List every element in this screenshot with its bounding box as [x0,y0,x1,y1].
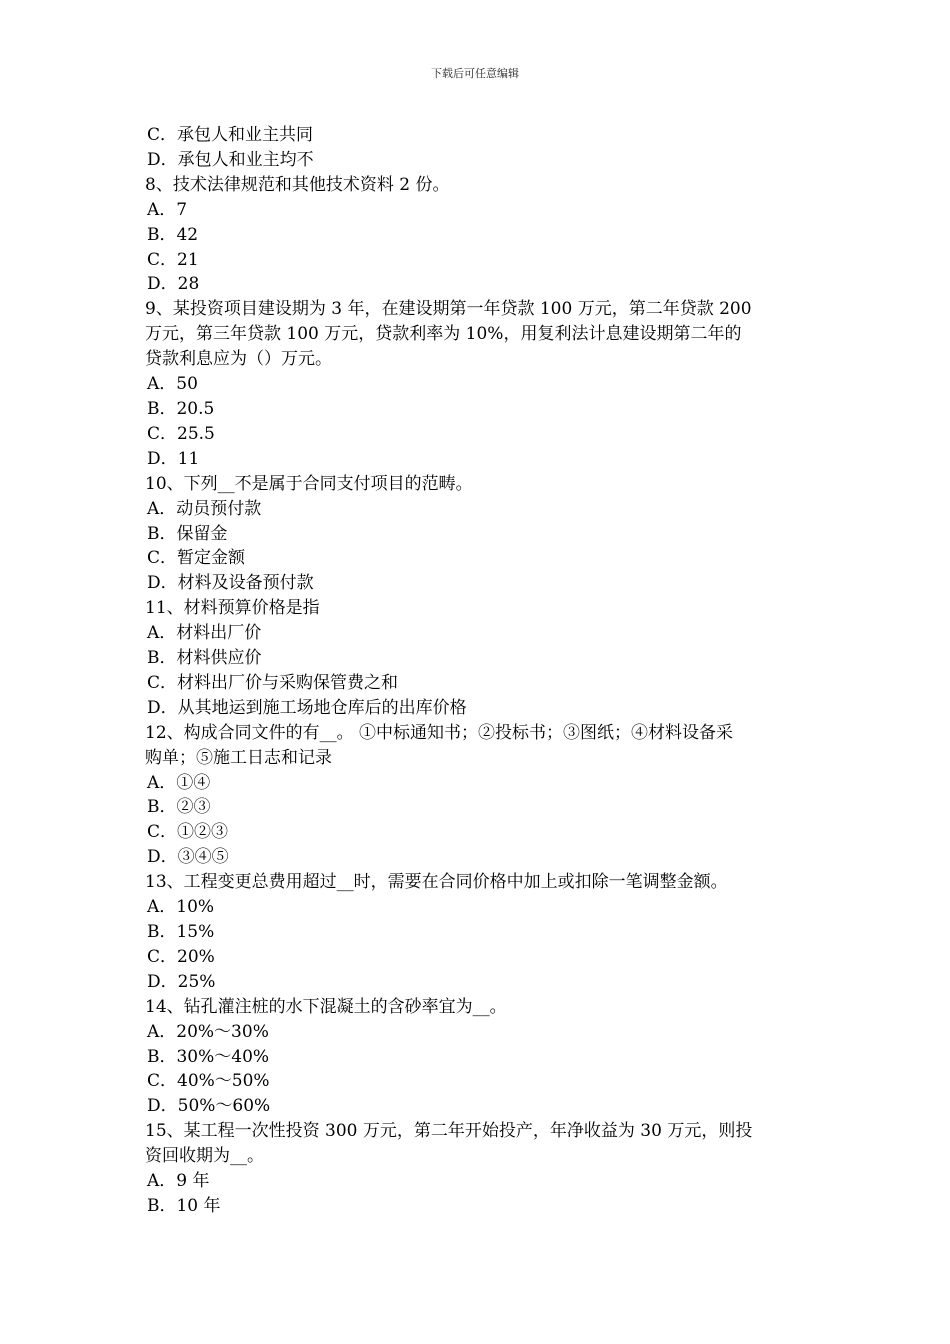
answer-option: A．9 年 [147,1171,210,1192]
question-text-line: 资回收期为__。 [145,1146,264,1167]
answer-option: B．保留金 [147,523,228,544]
question-text-line: 购单；⑤施工日志和记录 [145,747,332,768]
answer-option: B．15% [147,922,215,942]
document-body [145,123,815,1219]
question-text-line: 9、某投资项目建设期为 3 年，在建设期第一年贷款 100 万元，第二年贷款 200 [145,299,752,320]
answer-option: C．暂定金额 [147,548,246,569]
page-header: 下载后可任意编辑 [431,67,519,80]
answer-option: A．材料出厂价 [147,623,262,644]
answer-option: B．20.5 [147,398,215,419]
question-text-line: 8、技术法律规范和其他技术资料 2 份。 [145,174,450,195]
question-text-line: 13、工程变更总费用超过__时，需要在合同价格中加上或扣除一笔调整金额。 [145,872,728,893]
question-text-line: 15、某工程一次性投资 300 万元，第二年开始投产，年净收益为 30 万元，则投 [145,1121,753,1142]
answer-option: B．30%～40% [147,1046,270,1067]
answer-option: B．材料供应价 [147,648,262,669]
answer-option: B．42 [147,224,199,245]
answer-option: A．7 [147,199,188,220]
answer-option: D．③④⑤ [147,847,229,868]
answer-option: C．40%～50% [147,1071,270,1092]
answer-option: A．①④ [147,772,211,793]
answer-option: B．10 年 [147,1195,221,1216]
answer-option: A．50 [147,374,198,395]
answer-option: D．从其地运到施工场地仓库后的出库价格 [147,697,467,718]
answer-option: B．②③ [147,797,211,818]
question-text-line: 14、钻孔灌注桩的水下混凝土的含砂率宜为__。 [145,996,507,1017]
answer-option: D．材料及设备预付款 [147,573,314,594]
answer-option: D．28 [147,274,200,295]
answer-option: C．21 [147,249,199,270]
answer-option: A．动员预付款 [147,498,262,519]
question-text-line: 11、材料预算价格是指 [145,598,320,619]
question-text-line: 万元，第三年贷款 100 万元，贷款利率为 10%，用复利法计息建设期第二年的 [145,324,742,345]
answer-option: C．①②③ [147,822,229,843]
answer-option: D．25% [147,971,216,992]
question-text-line: 10、下列__不是属于合同支付项目的范畴。 [145,473,473,494]
question-text-line: 贷款利息应为（）万元。 [145,349,332,370]
answer-option: A．20%～30% [147,1021,269,1042]
answer-option: C．承包人和业主共同 [147,125,314,145]
answer-option: D．承包人和业主均不 [147,149,314,170]
answer-option: C．材料出厂价与采购保管费之和 [147,672,399,693]
answer-option: C．25.5 [147,423,215,444]
answer-option: A．10% [147,897,215,918]
answer-option: D．11 [147,448,200,469]
answer-option: C．20% [147,946,215,967]
question-text-line: 12、构成合同文件的有__。 ①中标通知书；②投标书；③图纸；④材料设备采 [145,722,734,743]
answer-option: D．50%～60% [147,1096,271,1117]
